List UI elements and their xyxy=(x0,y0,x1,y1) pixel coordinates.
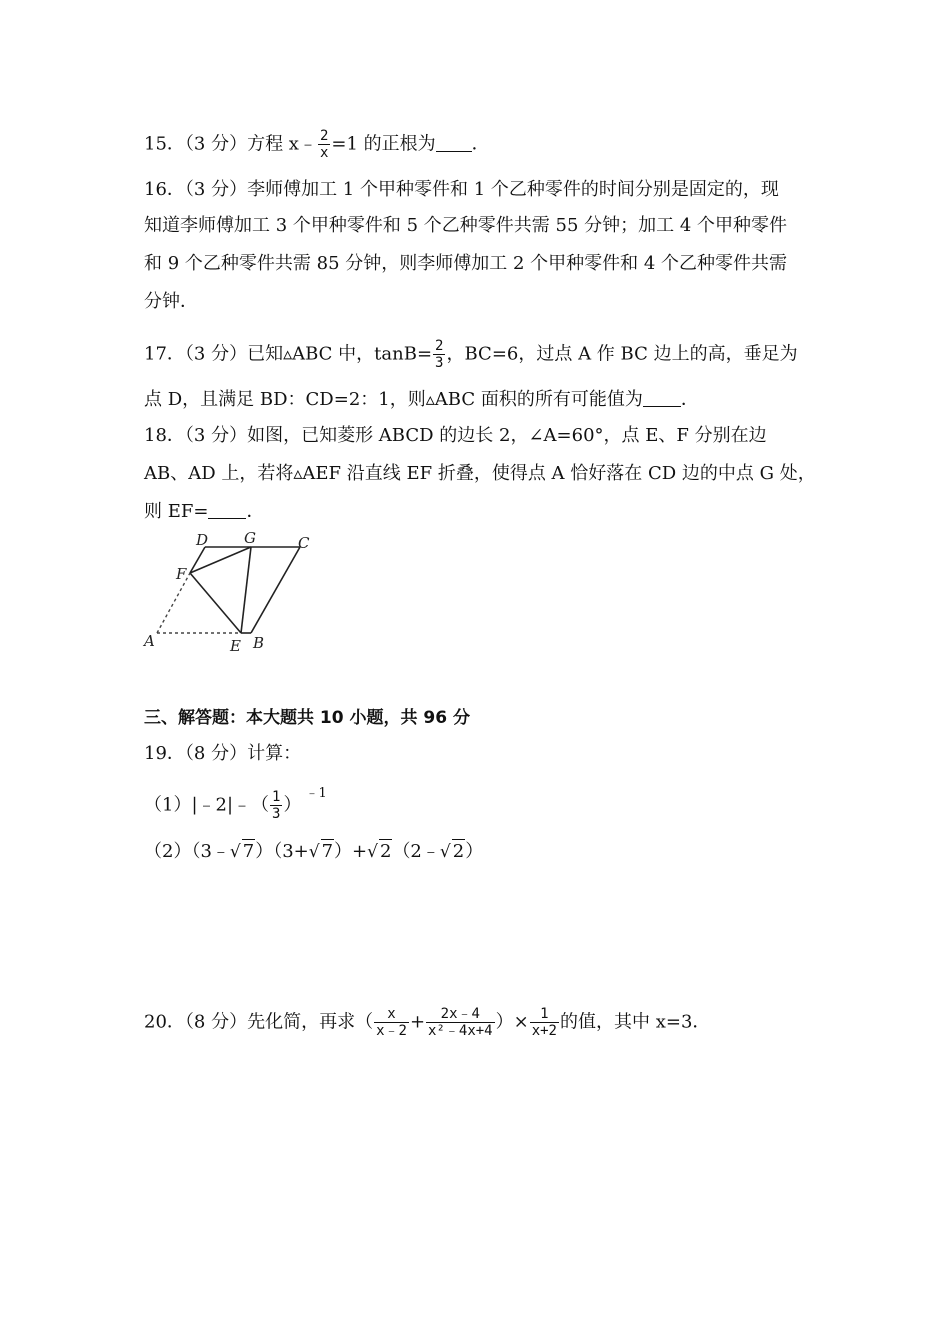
q20-f2-numerator: 2x﹣4 xyxy=(426,1006,495,1023)
q18-line-3-text: 则 EF= xyxy=(144,501,209,522)
q15-prefix: 15．（3 分）方程 x﹣ xyxy=(144,133,317,155)
label-C: C xyxy=(298,534,310,552)
q20-fraction-3 xyxy=(530,1006,559,1039)
sqrt-symbol: √ xyxy=(308,842,320,862)
q16-line-1: 16．（3 分）李师傅加工 1 个甲种零件和 1 个乙种零件的时间分别是固定的，现 xyxy=(144,179,779,200)
q20-f1-denominator: x﹣2 xyxy=(376,1023,407,1039)
q17-numerator: 2 xyxy=(435,338,444,354)
q18-end: ． xyxy=(246,501,265,522)
q20-f2-denominator: x²﹣4x+4 xyxy=(428,1023,493,1039)
label-G: G xyxy=(244,530,256,547)
q19-part-2 xyxy=(144,839,483,864)
sqrt-symbol: √ xyxy=(367,842,378,862)
q20-times: ）× xyxy=(495,1011,529,1033)
q19-p1-fraction xyxy=(270,789,282,822)
q19-p2-radicand-2: 7 xyxy=(321,841,334,862)
q19-p2-radicand-4: 2 xyxy=(452,841,465,862)
q19-title: 19．（8 分）计算： xyxy=(144,743,302,764)
q18-line-3 xyxy=(144,500,264,524)
q19-p2-radicand-1: 7 xyxy=(242,841,255,862)
q17-line-2-text: 点 D，且满足 BD：CD=2：1，则▵ABC 面积的所有可能值为 xyxy=(144,389,643,410)
q15-numerator: 2 xyxy=(319,128,329,144)
q16-line-3: 和 9 个乙种零件共需 85 分钟，则李师傅加工 2 个甲种零件和 4 个乙种零件共需 xyxy=(144,253,788,274)
q19-part-1 xyxy=(144,785,327,822)
q16-line-2: 知道李师傅加工 3 个甲种零件和 5 个乙种零件共需 55 分钟；加工 4 个甲种零件 xyxy=(144,215,788,236)
edge-FG xyxy=(190,547,251,573)
q15-end: ． xyxy=(471,133,490,155)
sqrt-symbol: √ xyxy=(229,842,241,862)
q17-answer-blank xyxy=(643,388,681,407)
q19-p1-prefix: （1）|﹣2|﹣（ xyxy=(144,794,270,816)
q15-suffix: =1 的正根为 xyxy=(331,133,436,155)
q18-line-1: 18．（3 分）如图，已知菱形 ABCD 的边长 2，∠A=60°，点 E、F 分别在边 xyxy=(144,425,767,446)
q19-p2-d: （2﹣ xyxy=(392,841,440,862)
q19-p2-b: ）（3+ xyxy=(255,841,309,862)
label-F: F xyxy=(176,565,187,583)
q17-denominator: 3 xyxy=(435,355,444,371)
edge-CB xyxy=(251,547,300,633)
q20-suffix: 的值，其中 x=3． xyxy=(560,1011,711,1033)
question-20 xyxy=(144,1006,710,1039)
q17-end: ． xyxy=(680,389,699,410)
q19-p1-exponent: ﹣1 xyxy=(305,785,327,801)
q16-line-4: 分钟． xyxy=(144,291,198,312)
label-D: D xyxy=(196,531,209,549)
q17-prefix: 17．（3 分）已知▵ABC 中，tanB= xyxy=(144,343,433,365)
q18-line-2: AB、AD 上，若将▵AEF 沿直线 EF 折叠，使得点 A 恰好落在 CD 边的中点 G 处， xyxy=(144,463,816,484)
q15-answer-blank xyxy=(436,133,472,152)
q18-answer-blank xyxy=(208,500,246,519)
question-15 xyxy=(144,128,490,161)
q20-f1-numerator: x xyxy=(374,1006,409,1023)
label-B: B xyxy=(253,634,265,652)
edge-FE xyxy=(190,573,241,633)
q20-f3-denominator: x+2 xyxy=(531,1023,557,1039)
sqrt-symbol: √ xyxy=(439,842,451,862)
q15-fraction xyxy=(318,128,330,161)
edge-GE xyxy=(241,547,251,633)
label-A: A xyxy=(144,632,155,650)
q19-p2-radicand-3: 2 xyxy=(379,841,392,862)
q20-f3-numerator: 1 xyxy=(530,1006,559,1023)
q19-p2-c: ）+ xyxy=(334,841,368,862)
label-E: E xyxy=(230,637,241,655)
q19-p2-a: （2）（3﹣ xyxy=(144,841,230,862)
q17-fraction xyxy=(433,338,445,371)
q17-line-2 xyxy=(144,388,699,412)
question-17 xyxy=(144,338,798,371)
q20-plus: + xyxy=(409,1011,426,1033)
q20-fraction-2 xyxy=(426,1006,495,1039)
q19-p1-numerator: 1 xyxy=(272,789,281,805)
q15-denominator: x xyxy=(319,145,329,161)
q20-fraction-1 xyxy=(374,1006,409,1039)
section-3-heading: 三、解答题：本大题共 10 小题，共 96 分 xyxy=(144,708,470,728)
q19-p2-e: ） xyxy=(465,841,484,862)
q19-p1-suffix: ） xyxy=(283,794,302,816)
q20-prefix: 20．（8 分）先化简，再求（ xyxy=(144,1011,374,1033)
q17-suffix: ，BC=6，过点 A 作 BC 边上的高，垂足为 xyxy=(446,343,798,365)
q19-p1-denominator: 3 xyxy=(272,806,281,822)
rhombus-figure xyxy=(140,530,340,655)
